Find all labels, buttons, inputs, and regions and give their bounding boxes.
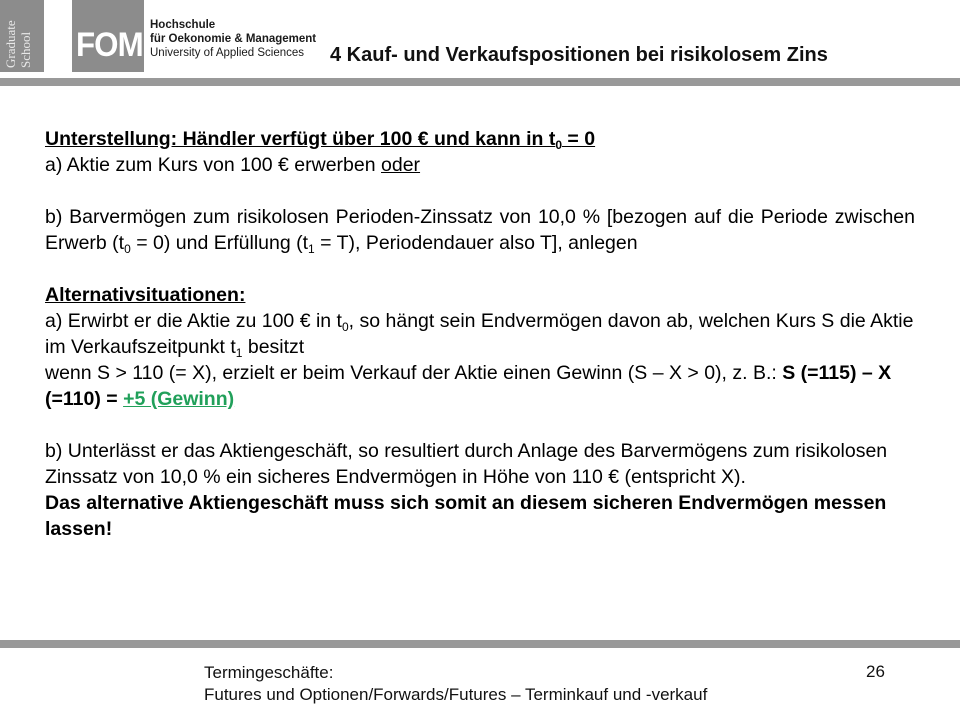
university-name-line1: Hochschule (150, 19, 216, 31)
footer-line2: Futures und Optionen/Forwards/Futures – Terminkauf und -verkauf (204, 685, 708, 704)
graduate-school-logo (0, 0, 44, 72)
fom-logo-text: FOM (76, 26, 143, 64)
slide-title: 4 Kauf- und Verkaufspositionen bei risikolosem Zins (330, 44, 828, 66)
header-divider (0, 78, 960, 86)
spacer (45, 256, 915, 282)
fom-logo (72, 0, 144, 72)
alternative-a-sub0: 0 (341, 320, 349, 334)
conclusion (45, 490, 915, 542)
assumption-text-end: = 0 (562, 128, 596, 150)
option-a-text: a) Aktie zum Kurs von 100 € erwerben (45, 154, 382, 176)
alternative-a-text2: , so hängt sein Endvermögen davon ab, welchen Kurs S die Aktie im Verkaufszeitpunkt t (45, 310, 914, 358)
option-a-oder: oder (381, 154, 421, 176)
option-b-text1: b) Barvermögen zum risikolosen Perioden-Zinssatz von 10,0 % [bezogen auf die Periode zwischen Erwerb (t (45, 206, 915, 254)
footer-line1: Termingeschäfte: (204, 663, 334, 682)
conclusion-text: Das alternative Aktiengeschäft muss sich somit an diesem sicheren Endvermögen messen lassen! (45, 492, 887, 540)
alternative-a-sub1: 1 (235, 346, 243, 360)
page-number: 26 (866, 662, 885, 681)
spacer (45, 178, 915, 204)
gain-formula: S (=115) – X (=110) = (45, 362, 892, 410)
alternative-a (45, 308, 915, 360)
option-b-text3: = T), Periodendauer also T], anlegen (314, 232, 638, 254)
gain-example-text: wenn S > 110 (= X), erzielt er beim Verkauf der Aktie einen Gewinn (S – X > 0), z. B.: (45, 362, 783, 384)
footer-divider (0, 640, 960, 648)
gs-line2: School (18, 31, 33, 68)
gain-result: +5 (Gewinn) (123, 388, 235, 410)
option-b-sub0: 0 (124, 242, 131, 256)
slide-body (45, 126, 915, 542)
assumption-heading (45, 126, 915, 152)
alternative-b: b) Unterlässt er das Aktiengeschäft, so resultiert durch Anlage des Barvermögens zum risikolosen Zinssatz von 10,0 % ein sicheres Endvermögen in Höhe von 110 € (entspricht X). (45, 440, 888, 488)
option-b-text2: = 0) und Erfüllung (t (130, 232, 309, 254)
alternative-a-text1: a) Erwirbt er die Aktie zu 100 € in t (45, 310, 342, 332)
spacer (45, 412, 915, 438)
graduate-school-text (3, 0, 33, 68)
university-name (150, 18, 316, 60)
footer-text (204, 662, 707, 706)
alternatives-heading: Alternativsituationen: (45, 284, 246, 306)
assumption-text: Unterstellung: Händler verfügt über 100 € und kann in t (45, 128, 556, 150)
gain-example (45, 360, 915, 412)
option-b (45, 204, 915, 256)
university-name-line3: University of Applied Sciences (150, 47, 305, 59)
assumption-sub: 0 (555, 138, 563, 152)
option-a (45, 152, 915, 178)
university-name-line2: für Oekonomie & Management (150, 33, 317, 45)
alternative-a-text3: besitzt (242, 336, 305, 358)
option-b-sub1: 1 (308, 242, 315, 256)
gs-line1: Graduate (3, 20, 18, 68)
